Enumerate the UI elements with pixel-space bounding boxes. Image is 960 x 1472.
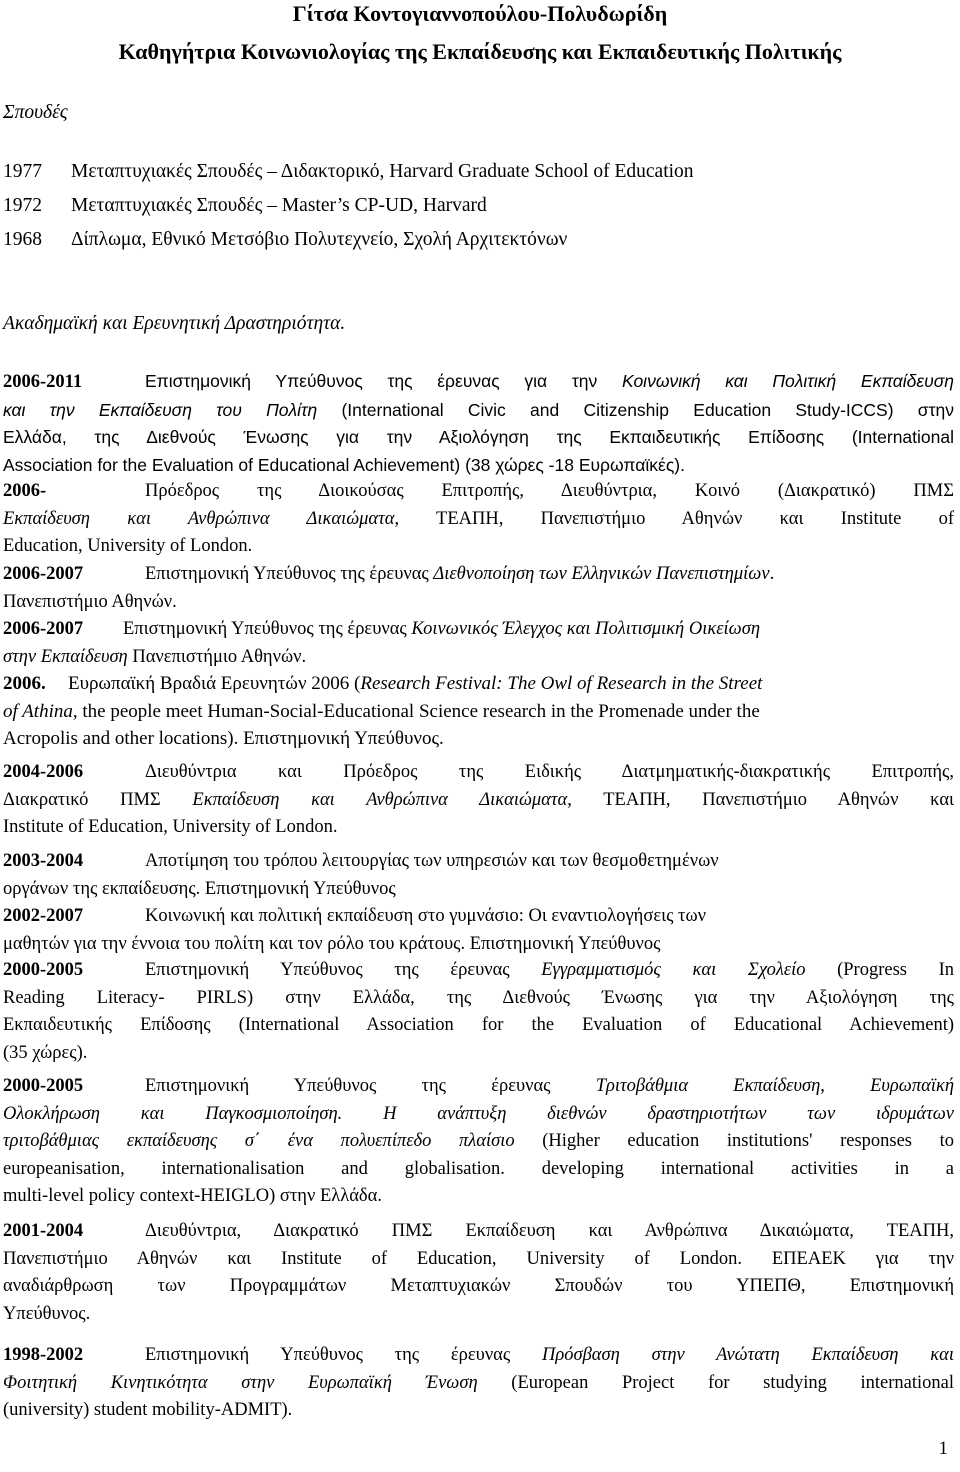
entry-text: Επιστημονική Υπεύθυνος της έρευνας για την [145, 371, 598, 391]
entry-italic-text: τριτοβάθμιας εκπαίδευσης σ΄ ένα πολυεπίπεδο πλαίσιο [3, 1131, 515, 1152]
entry-text: , ΤΕΑΠΗ, Πανεπιστήμιο Αθηνών και Institute of [394, 508, 954, 529]
entry-text: Acropolis and other locations). Επιστημονική Υπεύθυνος. [3, 728, 444, 750]
entry-year: 2006-2007 [3, 619, 84, 639]
entry-text: οργάνων της εκπαίδευσης. Επιστημονική Υπεύθυνος [3, 878, 396, 899]
entry-text: europeanisation, internationalisation and globalisation. developing international activities in a [3, 1158, 954, 1179]
entry-text: Education, University of London. [3, 536, 253, 557]
entry-text: Πρόεδρος της Διοικούσας Επιτροπής, Διευθύντρια, Κοινό (Διακρατικό) ΠΜΣ [145, 481, 954, 501]
entry-italic-text: Εκπαίδευση και Ανθρώπινα Δικαιώματα [3, 508, 395, 529]
entry-text: (35 χώρες). [3, 1042, 88, 1063]
entry-italic-text: Πρόσβαση στην Ανώτατη Εκπαίδευση και [541, 1345, 954, 1365]
entry-text: Κοινωνική και πολιτική εκπαίδευση στο γυμνάσιο: Οι εναντιολογήσεις των [145, 906, 706, 926]
entry-text: Εκπαιδευτικής Επίδοσης (International Association for the Evaluation of Educational Achievement) [3, 1015, 954, 1036]
entry-italic-text: και την Εκπαίδευση του Πολίτη [3, 399, 318, 420]
entry-year: 1998-2002 [3, 1345, 84, 1365]
entry-year: 2004-2006 [3, 762, 84, 782]
activity-entry [3, 368, 954, 479]
entry-year: 2006. [3, 673, 46, 694]
study-item [3, 161, 694, 183]
entry-text: , ΤΕΑΠΗ, Πανεπιστήμιο Αθηνών και [567, 789, 955, 810]
activity-entry [3, 478, 954, 561]
entry-italic-text: Φοιτητική Κινητικότητα στην Ευρωπαϊκή Ένωση [3, 1372, 478, 1393]
entry-text: Πανεπιστήμιο Αθηνών και Institute of Education, University of London. ΕΠΕΑΕΚ για την [3, 1248, 954, 1269]
entry-year: 2006- [3, 481, 47, 501]
activity-entry [3, 903, 954, 958]
author-name: Γίτσα Κοντογιαννοπούλου-Πολυδωρίδη [292, 1, 668, 26]
entry-text: (Higher education institutions' responses to [542, 1131, 954, 1152]
entry-year: 2000-2005 [3, 960, 84, 980]
entry-text: Πανεπιστήμιο Αθηνών. [3, 591, 177, 612]
study-item [3, 195, 487, 217]
activity-entry [3, 616, 954, 671]
entry-text: Αποτίμηση του τρόπου λειτουργίας των υπηρεσιών και των θεσμοθετημένων [145, 851, 719, 871]
activity-entry [3, 848, 954, 903]
study-text: Δίπλωμα, Εθνικό Μετσόβιο Πολυτεχνείο, Σχολή Αρχιτεκτόνων [71, 229, 568, 250]
author-title: Καθηγήτρια Κοινωνιολογίας της Εκπαίδευσης και Εκπαιδευτικής Πολιτικής [118, 39, 842, 64]
entry-italic-text: Research Festival: The Owl of Research in the Street [360, 673, 763, 694]
entry-text: multi-level policy context-HEIGLO) στην Ελλάδα. [3, 1186, 382, 1207]
entry-text: αναδιάρθρωση των Προγραμμάτων Μεταπτυχιακών Σπουδών του ΥΠΕΠΘ, Επιστημονική [3, 1276, 954, 1297]
page-number: 1 [938, 1438, 948, 1459]
entry-text: Ευρωπαϊκή Βραδιά Ερευνητών 2006 ( [68, 673, 361, 694]
activity-heading: Ακαδημαϊκή και Ερευνητική Δραστηριότητα. [3, 313, 346, 334]
entry-year: 2003-2004 [3, 851, 84, 871]
entry-text: Επιστημονική Υπεύθυνος της έρευνας [145, 960, 510, 980]
entry-year: 2000-2005 [3, 1076, 84, 1096]
entry-text: Πανεπιστήμιο Αθηνών. [132, 646, 307, 667]
entry-text: . [769, 564, 775, 584]
entry-year: 2006-2011 [3, 372, 83, 392]
entry-italic-text: Εκπαίδευση και Ανθρώπινα Δικαιώματα [192, 789, 568, 810]
entry-text: (European Project for studying international [511, 1372, 955, 1393]
entry-text: Διακρατικό ΠΜΣ [3, 789, 161, 810]
entry-text: (university) student mobility-ADMIT). [3, 1400, 293, 1421]
study-item [3, 229, 567, 251]
study-text: Μεταπτυχιακές Σπουδές – Διδακτορικό, Harvard Graduate School of Education [71, 161, 694, 182]
entry-text: Διευθύντρια και Πρόεδρος της Ειδικής Διατμηματικής-διακρατικής Επιτροπής, [145, 762, 954, 782]
entry-year: 2001-2004 [3, 1221, 84, 1241]
activity-entry [3, 1342, 954, 1425]
activity-entry [3, 670, 954, 753]
entry-italic-text: Διεθνοποίηση των Ελληνικών Πανεπιστημίων [433, 564, 770, 584]
entry-text: Επιστημονική Υπεύθυνος της έρευνας [145, 564, 429, 584]
entry-text: Reading Literacy- PIRLS) στην Ελλάδα, της Διεθνούς Ένωσης για την Αξιολόγηση της [3, 987, 954, 1008]
activity-entry [3, 957, 954, 1067]
entry-italic-text: στην Εκπαίδευση [3, 646, 128, 667]
study-text: Μεταπτυχιακές Σπουδές – Master’s CP-UD, Harvard [71, 195, 487, 216]
entry-year: 2006-2007 [3, 564, 84, 584]
entry-text: (Progress In [837, 960, 954, 980]
entry-text: Ελλάδα, της Διεθνούς Ένωσης για την Αξιολόγηση της Εκπαιδευτικής Επίδοσης (International [3, 427, 954, 448]
entry-year: 2002-2007 [3, 906, 84, 926]
entry-italic-text: Ολοκλήρωση και Παγκοσμιοποίηση. Η ανάπτυξη διεθνών δραστηριοτήτων των ιδρυμάτων [3, 1103, 954, 1124]
activity-entry [3, 759, 954, 842]
studies-heading: Σπουδές [3, 102, 68, 123]
entry-italic-text: of Athina [3, 700, 73, 722]
entry-italic-text: Εγγραμματισμός και Σχολείο [541, 960, 806, 980]
entry-italic-text: Κοινωνική και Πολιτική Εκπαίδευση [621, 371, 954, 391]
study-year: 1968 [3, 229, 42, 250]
entry-text: Υπεύθυνος. [3, 1303, 91, 1324]
study-year: 1977 [3, 161, 42, 182]
activity-entry [3, 1073, 954, 1211]
study-year: 1972 [3, 195, 42, 216]
entry-text: μαθητών για την έννοια του πολίτη και τον ρόλο του κράτους. Επιστημονική Υπεύθυνος [3, 933, 661, 954]
entry-text: Επιστημονική Υπεύθυνος της έρευνας [145, 1076, 551, 1096]
entry-text: Institute of Education, University of London. [3, 817, 338, 838]
activity-entry [3, 1218, 954, 1328]
entry-text: Association for the Evaluation of Educational Achievement) (38 χώρες -18 Ευρωπαϊκές). [3, 454, 685, 475]
entry-text: Διευθύντρια, Διακρατικό ΠΜΣ Εκπαίδευση και Ανθρώπινα Δικαιώματα, ΤΕΑΠΗ, [145, 1221, 954, 1241]
entry-text: Επιστημονική Υπεύθυνος της έρευνας [145, 1345, 511, 1365]
entry-text: , the people meet Human-Social-Educational Science research in the Promenade under the [72, 700, 760, 722]
entry-italic-text: Κοινωνικός Έλεγχος και Πολιτισμική Οικείωση [411, 619, 761, 639]
entry-text: Επιστημονική Υπεύθυνος της έρευνας [123, 619, 407, 639]
activity-entry [3, 561, 954, 616]
entry-text: (International Civic and Citizenship Education Study-ICCS) στην [341, 399, 954, 420]
entry-italic-text: Τριτοβάθμια Εκπαίδευση, Ευρωπαϊκή [595, 1076, 955, 1096]
